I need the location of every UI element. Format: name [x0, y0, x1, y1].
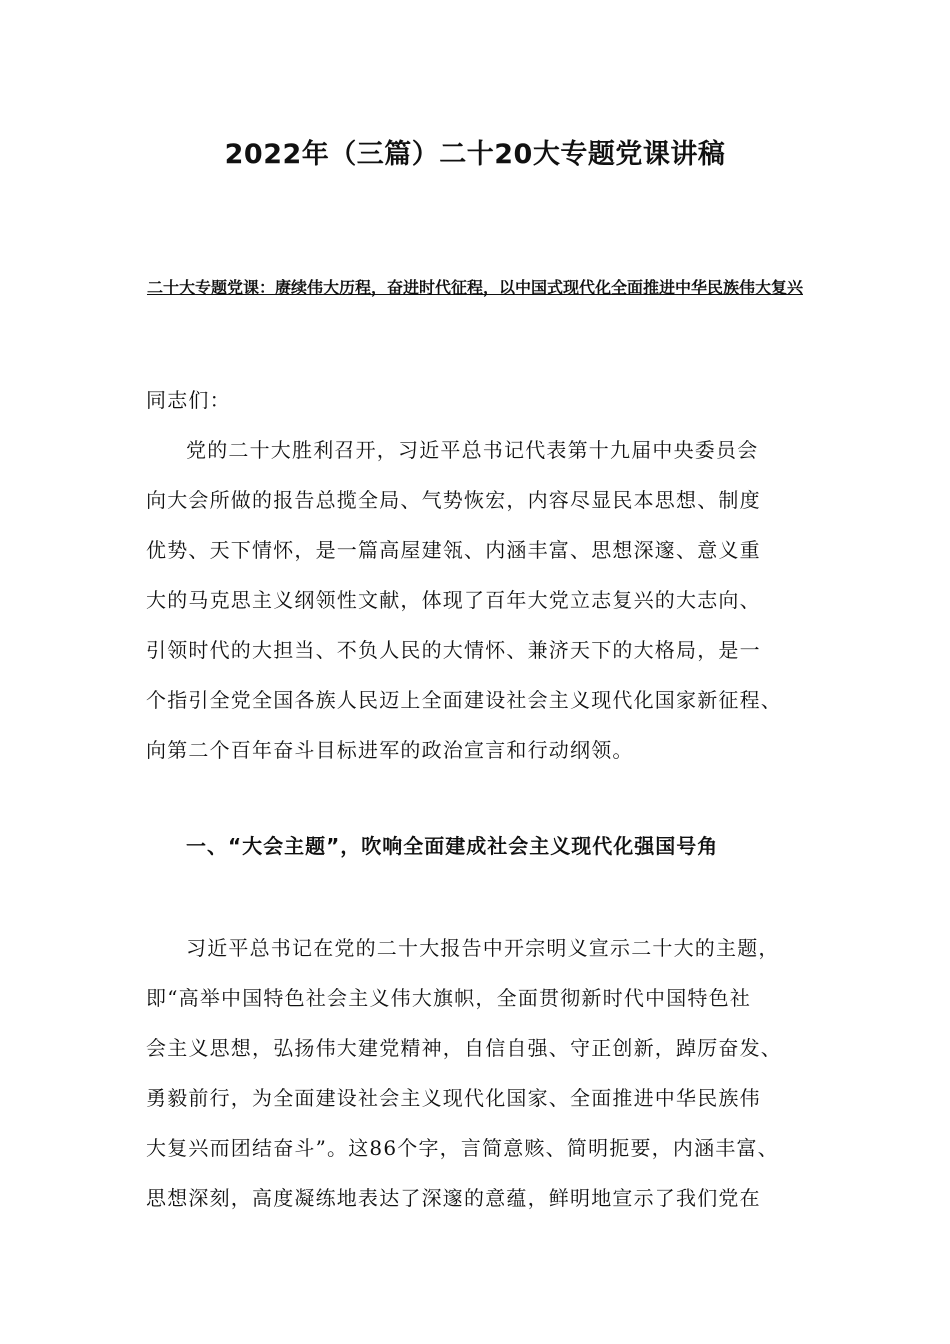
document-subtitle: 二十大专题党课：赓续伟大历程，奋进时代征程，以中国式现代化全面推进中华民族伟大复兴 [146, 278, 803, 297]
paragraph2-line-5: 大复兴而团结奋斗”。这86个字，言简意赅、简明扼要，内涵丰富、 [146, 1136, 779, 1160]
paragraph2-line-3: 会主义思想，弘扬伟大建党精神，自信自强、守正创新，踔厉奋发、 [146, 1036, 782, 1060]
paragraph2-line-4: 勇毅前行，为全面建设社会主义现代化国家、全面推进中华民族伟 [146, 1086, 761, 1110]
section-1-heading: 一、“大会主题”，吹响全面建成社会主义现代化强国号角 [186, 834, 719, 858]
paragraph1-line-5: 引领时代的大担当、不负人民的大情怀、兼济天下的大格局，是一 [146, 638, 761, 662]
paragraph2-line-1: 习近平总书记在党的二十大报告中开宗明义宣示二十大的主题， [186, 936, 780, 960]
paragraph1-line-4: 大的马克思主义纲领性文献，体现了百年大党立志复兴的大志向、 [146, 588, 761, 612]
paragraph1-line-3: 优势、天下情怀，是一篇高屋建瓴、内涵丰富、思想深邃、意义重 [146, 538, 761, 562]
paragraph1-line-1: 党的二十大胜利召开，习近平总书记代表第十九届中央委员会 [186, 438, 759, 462]
paragraph1-line-2: 向大会所做的报告总揽全局、气势恢宏，内容尽显民本思想、制度 [146, 488, 761, 512]
greeting: 同志们： [146, 388, 231, 412]
paragraph2-line-2: 即“高举中国特色社会主义伟大旗帜，全面贯彻新时代中国特色社 [146, 986, 752, 1010]
paragraph2-line-6: 思想深刻，高度凝练地表达了深邃的意蕴，鲜明地宣示了我们党在 [146, 1186, 761, 1210]
document-title: 2022年（三篇）二十20大专题党课讲稿 [224, 139, 726, 170]
paragraph1-line-6: 个指引全党全国各族人民迈上全面建设社会主义现代化国家新征程、 [146, 688, 782, 712]
paragraph1-line-7: 向第二个百年奋斗目标进军的政治宣言和行动纲领。 [146, 738, 634, 762]
